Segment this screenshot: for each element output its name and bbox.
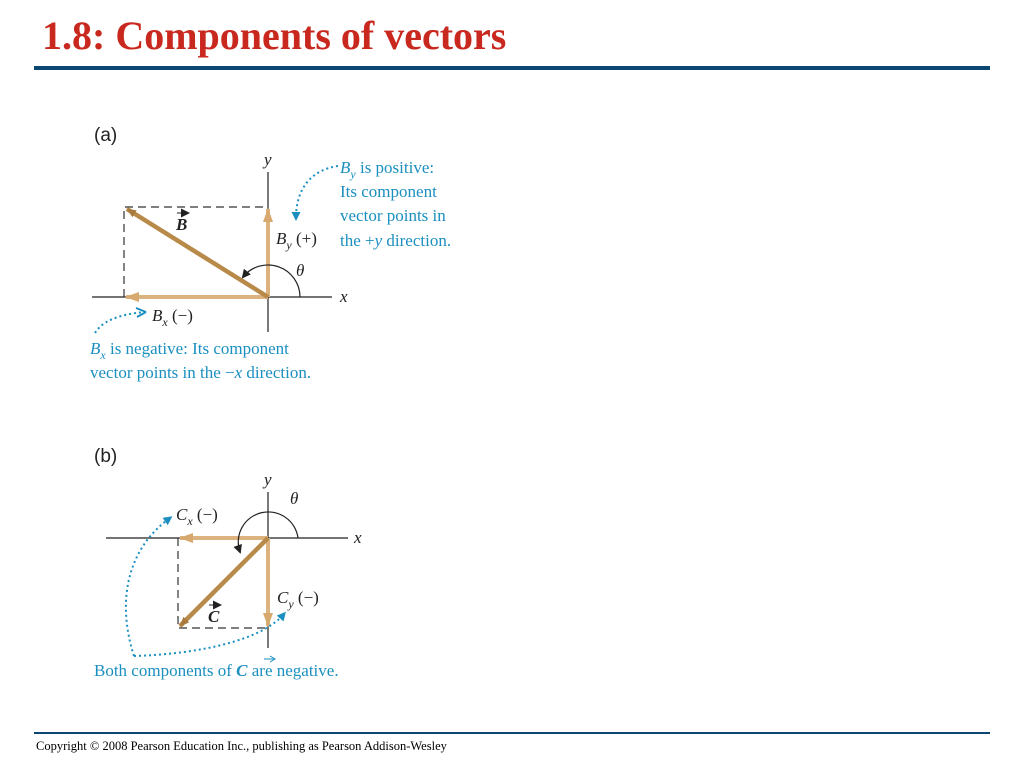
panel-b-vector-c-label: C: [208, 607, 220, 626]
panel-a-by-note-line3: vector points in: [340, 206, 446, 225]
panel-a-bx-callout-arrowhead-icon: [136, 308, 146, 317]
panel-b-angle-label: θ: [290, 489, 299, 508]
panel-a-bx-note-line1: $B_x$ is negative: Its component: [90, 339, 289, 362]
panel-a-vector-b-label: B: [176, 215, 188, 234]
footer-rule: [34, 732, 990, 734]
panel-a-by-callout-arrow: [296, 166, 338, 218]
panel-a-angle-arc: [243, 265, 300, 297]
panel-b-cx-callout-arrow: [126, 518, 170, 656]
copyright-footer: Copyright © 2008 Pearson Education Inc., publishing as Pearson Addison-Wesley: [36, 739, 447, 753]
panel-b-x-axis-label: x: [354, 528, 362, 547]
panel-a-bx-note-line2: vector points in the −x direction.: [90, 363, 312, 382]
panel-a-vector-b: [127, 209, 268, 297]
panel-b-cx-label: $C_x$ (−): [176, 505, 218, 528]
panel-a-by-note-line4: the +y direction.: [340, 231, 452, 250]
panel-a-by-note-line2: Its component: [340, 182, 437, 201]
panel-b-y-axis-label: y: [264, 470, 272, 489]
panel-b-label: (b): [94, 446, 118, 467]
panel-b: [94, 446, 362, 680]
panel-a-angle-label: θ: [296, 261, 305, 280]
panel-b-note: Both components of C are negative.: [94, 661, 339, 680]
panel-a-label: (a): [94, 125, 118, 146]
panel-a-by-note-line1: $B_y$ is positive:: [340, 158, 435, 181]
slide-title: 1.8: Components of vectors: [42, 13, 507, 58]
panel-a-bx-label: $B_x$ (−): [152, 306, 193, 329]
panel-a-y-axis-label: y: [264, 150, 272, 169]
panel-a-by-label: $B_y$ (+): [276, 229, 317, 252]
panel-b-cy-label: $C_y$ (−): [277, 588, 319, 611]
panel-a-x-axis-label: x: [340, 287, 348, 306]
panel-b-vector-c: [180, 538, 268, 626]
panel-a: [90, 125, 451, 382]
